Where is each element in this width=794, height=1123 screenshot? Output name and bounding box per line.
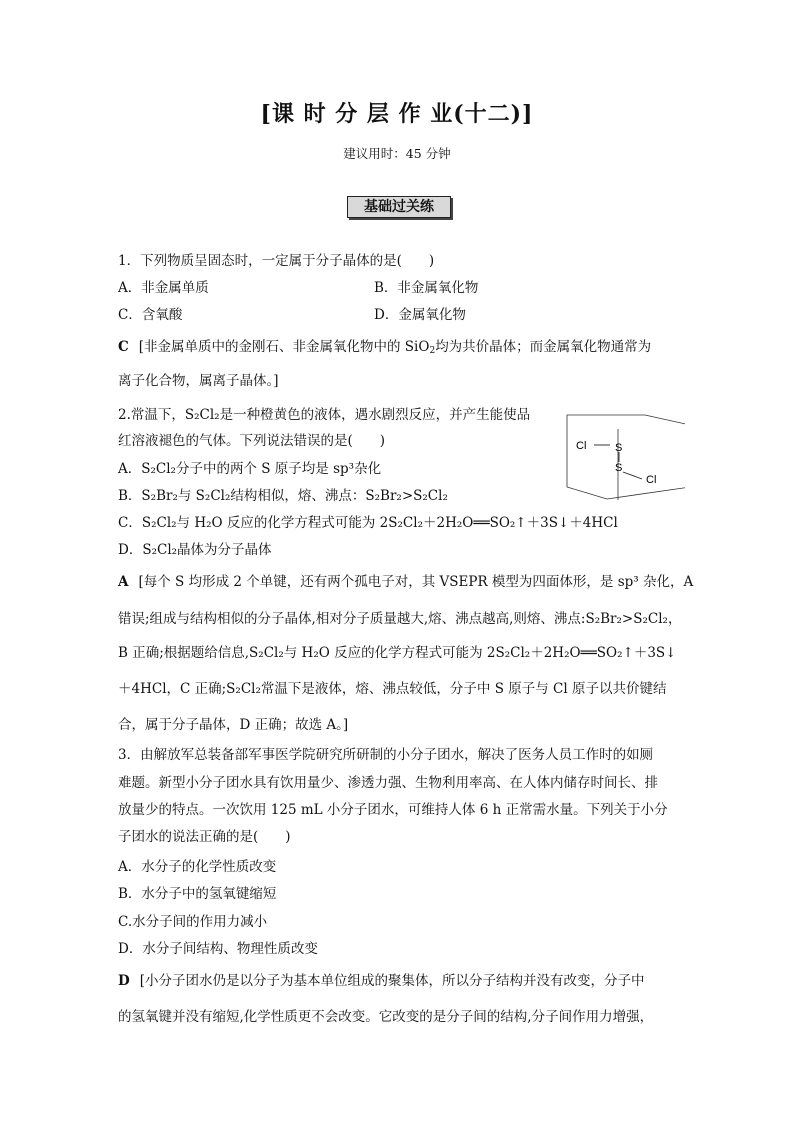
q2-explanation-line4: ＋4HCl，C 正确;S₂Cl₂常温下是液体，熔、沸点较低，分子中 S 原子与 Cl 原子以共价键结	[118, 681, 667, 697]
time-hint: 建议用时：45 分钟	[343, 146, 451, 161]
diagram-cl-right: Cl	[646, 474, 657, 486]
q2-option-a: A．S₂Cl₂分子中的两个 S 原子均是 sp³杂化	[118, 461, 382, 477]
q3-option-a: A．水分子的化学性质改变	[118, 859, 277, 875]
diagram-s-top: S	[615, 442, 623, 454]
q3-option-b: B．水分子中的氢氧键缩短	[118, 886, 277, 902]
q1-explanation-line1	[118, 338, 651, 356]
q1-option-c: C．含氧酸	[118, 307, 183, 323]
q3-stem-line1: 3．由解放军总装备部军事医学院研究所研制的小分子团水，解决了医务人员工作时的如厕	[118, 747, 654, 763]
page-title: [课 时 分 层 作 业(十二)]	[260, 101, 534, 127]
q2-explanation-line5: 合，属于分子晶体，D 正确；故选 A。]	[118, 717, 349, 733]
q3-exp-text1: [小分子团水仍是以分子为基本单位组成的聚集体，所以分子结构并没有改变，分子中	[139, 973, 645, 989]
section-label: 基础过关练	[347, 196, 451, 218]
q1-exp-part2: 均为共价晶体；而金属氧化物通常为	[435, 339, 652, 355]
q1-answer: C	[118, 339, 129, 355]
q2-option-b: B．S₂Br₂与 S₂Cl₂结构相似，熔、沸点：S₂Br₂>S₂Cl₂	[118, 488, 448, 504]
q1-option-b: B．非金属氧化物	[374, 280, 479, 296]
q2-option-d: D．S₂Cl₂晶体为分子晶体	[118, 542, 272, 558]
s2cl2-structure-diagram	[565, 407, 685, 507]
q2-stem-line2: 红溶液褪色的气体。下列说法错误的是( )	[118, 433, 386, 449]
diagram-cl-left: Cl	[576, 440, 587, 452]
q3-explanation-line1	[118, 972, 645, 990]
q3-option-d: D．水分子间结构、物理性质改变	[118, 941, 318, 957]
diagram-s-bottom: S	[615, 462, 623, 474]
q1-option-a: A．非金属单质	[118, 280, 209, 296]
q1-stem: 1．下列物质呈固态时，一定属于分子晶体的是( )	[118, 253, 435, 269]
q3-stem-line4: 子团水的说法正确的是( )	[118, 829, 291, 845]
q3-option-c: C.水分子间的作用力减小	[118, 914, 268, 930]
q3-explanation-line2: 的氢氧键并没有缩短,化学性质更不会改变。它改变的是分子间的结构,分子间作用力增强，	[118, 1009, 654, 1025]
q3-answer: D	[118, 973, 130, 989]
q1-explanation-line2: 离子化合物，属离子晶体。]	[118, 373, 279, 389]
q2-stem-line1: 2.常温下，S₂Cl₂是一种橙黄色的液体，遇水剧烈反应，并产生能使品	[118, 407, 531, 423]
q1-option-d: D．金属氧化物	[374, 307, 466, 323]
q2-explanation-line1	[118, 573, 693, 591]
q2-explanation-line3: B 正确;根据题给信息,S₂Cl₂与 H₂O 反应的化学方程式可能为 2S₂Cl₂＋2H₂O══SO₂↑＋3S↓	[118, 645, 677, 661]
q2-answer: A	[118, 574, 129, 590]
q2-option-c: C．S₂Cl₂与 H₂O 反应的化学方程式可能为 2S₂Cl₂＋2H₂O══SO₂↑＋3S↓＋4HCl	[118, 515, 618, 531]
q1-exp-sub: 2	[429, 346, 436, 356]
q1-exp-part1: [非金属单质中的金刚石、非金属氧化物中的 SiO	[138, 339, 430, 355]
q2-explanation-line2: 错误;组成与结构相似的分子晶体,相对分子质量越大,熔、沸点越高,则熔、沸点:S₂Br₂>S₂Cl₂，	[118, 611, 682, 627]
q3-stem-line3: 放量少的特点。一次饮用 125 mL 小分子团水，可维持人体 6 h 正常需水量。下列关于小分	[118, 802, 668, 818]
q2-exp-text1: [每个 S 均形成 2 个单键，还有两个孤电子对，其 VSEPR 模型为四面体形，是 sp³ 杂化，A	[138, 574, 694, 590]
q3-stem-line2: 难题。新型小分子团水具有饮用量少、渗透力强、生物利用率高、在人体内储存时间长、排	[118, 775, 658, 791]
